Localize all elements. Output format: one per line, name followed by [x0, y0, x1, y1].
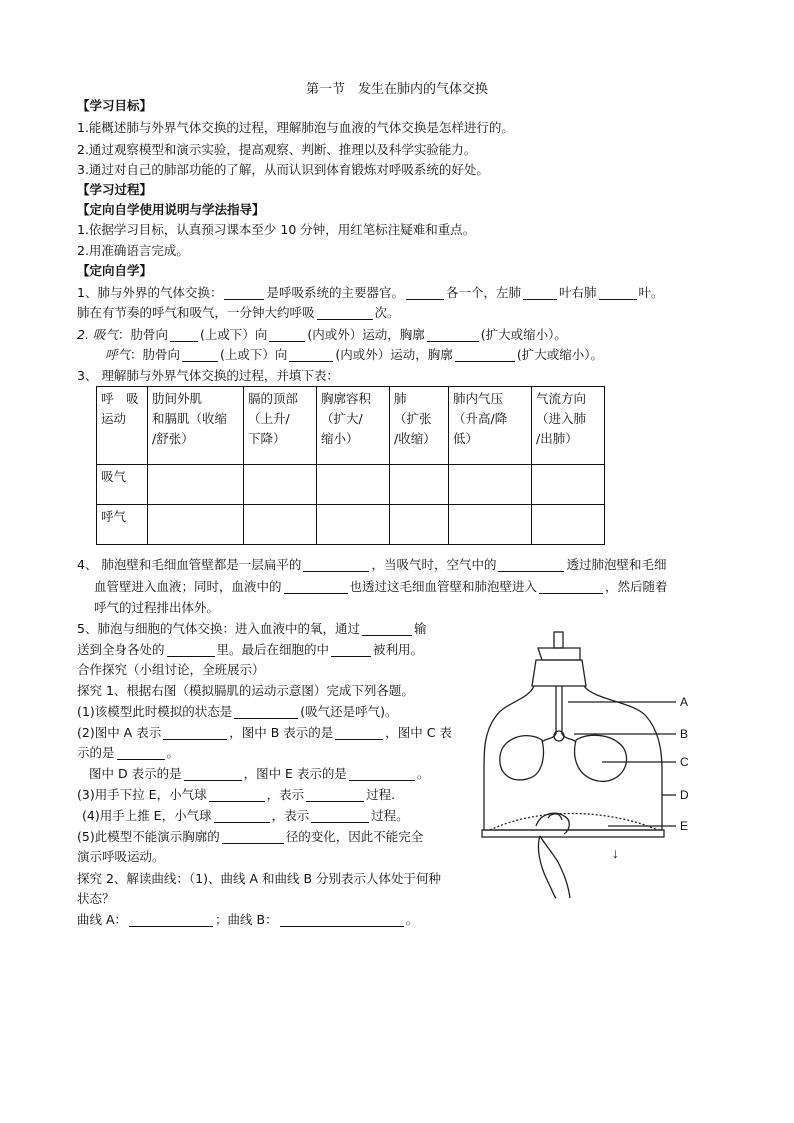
blank[interactable] [280, 912, 404, 927]
table-header-row [97, 387, 605, 465]
blank[interactable] [117, 745, 165, 760]
blank[interactable] [269, 327, 305, 342]
explore-1-item-2c: 图中 D 表示的是 ，图中 E 表示的是 。 [89, 766, 430, 781]
goal-item-1: 1.能概述肺与外界气体交换的过程，理解肺泡与血液的气体交换是怎样进行的。 [77, 120, 514, 135]
stopper-top [538, 648, 580, 660]
q5-line-2: 送到全身各处的 里。最后在细胞的中 被利用。 [77, 642, 424, 657]
blank[interactable] [209, 787, 265, 802]
blank[interactable] [167, 642, 215, 657]
breathing-table [96, 386, 605, 545]
page-title: 第一节 发生在肺内的气体交换 [305, 82, 488, 97]
explore-1-item-5: (5)此模型不能演示胸廓的 径的变化，因此不能完全 [77, 829, 424, 844]
label-b: B [680, 727, 689, 741]
blank[interactable] [234, 704, 298, 719]
table-row [97, 465, 605, 505]
hand-fingers [536, 813, 569, 834]
explore-1-item-5b: 演示呼吸运动。 [77, 849, 165, 864]
blank[interactable] [306, 787, 364, 802]
explore-1-prompt: 探究 1、根据右图（模拟膈肌的运动示意图）完成下列各题。 [77, 683, 414, 698]
blank[interactable] [284, 579, 348, 594]
label-c: C [680, 755, 689, 769]
tube-top [554, 632, 563, 648]
label-e: E [680, 819, 689, 833]
blank[interactable] [539, 579, 603, 594]
label-a: A [680, 695, 689, 709]
blank[interactable] [163, 725, 227, 740]
explore-1-item-1: (1)该模型此时模拟的状态是 (吸气还是呼气)。 [77, 704, 398, 719]
guide-item-1: 1.依据学习目标，认真预习课本至少 10 分钟，用红笔标注疑难和重点。 [77, 222, 476, 237]
table-header-cell: 膈的顶部 （上升/ 下降） [244, 387, 317, 465]
blank[interactable] [455, 347, 515, 362]
answer-cell[interactable] [390, 505, 449, 545]
guide-item-2: 2.用准确语言完成。 [77, 243, 189, 258]
q4-line-2: 血管壁进入血液；同时，血液中的 也透过这毛细血管壁和肺泡壁进入 ，然后随着 [94, 579, 668, 594]
explore-1-item-4: (4)用手上推 E，小气球 ，表示 过程。 [82, 808, 409, 823]
blank[interactable] [331, 642, 371, 657]
process-header: 【学习过程】 [77, 182, 153, 197]
q1-line-1: 1、肺与外界的气体交换： 是呼吸系统的主要器官。 各一个，左肺 叶右肺 叶。 [77, 285, 664, 300]
explore-1-item-2: (2)图中 A 表示 ，图中 B 表示的是 ，图中 C 表 [77, 725, 452, 740]
curve-answers: 曲线 A： ；曲线 B： 。 [77, 912, 419, 927]
q2-inhale: 2. 吸气：肋骨向 (上或下）向 (内或外）运动，胸廓 (扩大或缩小）。 [77, 327, 567, 342]
answer-cell[interactable] [244, 505, 317, 545]
blank[interactable] [599, 285, 637, 300]
right-balloon [575, 735, 627, 781]
stopper-body [532, 660, 586, 686]
jar-outline [484, 686, 662, 830]
blank[interactable] [317, 305, 373, 320]
row-label: 呼气 [97, 505, 148, 545]
explore-2-prompt-b: 状态？ [77, 891, 115, 906]
down-arrow-icon: ↓ [612, 845, 619, 861]
answer-cell[interactable] [532, 465, 605, 505]
self-study-header: 【定向自学】 [77, 263, 153, 278]
answer-cell[interactable] [148, 505, 244, 545]
table-header-cell: 气流方向 （进入肺 /出肺） [532, 387, 605, 465]
answer-cell[interactable] [449, 505, 532, 545]
table-header-cell: 肺 （扩张 /收缩） [390, 387, 449, 465]
table-header-cell: 肋间外肌 和膈肌（收缩 /舒张） [148, 387, 244, 465]
blank[interactable] [498, 557, 564, 572]
q5-line-1: 5、肺泡与细胞的气体交换：进入血液中的氧，通过 输 [77, 621, 427, 636]
blank[interactable] [184, 766, 242, 781]
blank[interactable] [303, 557, 369, 572]
answer-cell[interactable] [244, 465, 317, 505]
guide-header: 【定向自学使用说明与学法指导】 [77, 202, 265, 217]
q4-line-1: 4、 肺泡壁和毛细血管壁都是一层扁平的 ，当吸气时，空气中的 透过肺泡壁和毛细 [77, 557, 667, 572]
goal-item-2: 2.通过观察模型和演示实验，提高观察、判断、推理以及科学实验能力。 [77, 142, 477, 157]
answer-cell[interactable] [148, 465, 244, 505]
table-row [97, 505, 605, 545]
explore-1-item-2b: 示的是 。 [77, 745, 180, 760]
blank[interactable] [129, 912, 213, 927]
blank[interactable] [311, 808, 369, 823]
q1-line-2: 肺在有节奏的呼气和吸气，一分钟大约呼吸 次。 [77, 305, 400, 320]
explore-2-prompt: 探究 2、解读曲线：（1)、曲线 A 和曲线 B 分别表示人体处于何种 [77, 871, 442, 886]
label-d: D [680, 788, 689, 802]
jar-base [482, 830, 664, 837]
explore-1-item-3: (3)用手下拉 E，小气球 ，表示 过程. [77, 787, 396, 802]
blank[interactable] [349, 766, 415, 781]
answer-cell[interactable] [390, 465, 449, 505]
blank[interactable] [182, 347, 218, 362]
blank[interactable] [406, 285, 444, 300]
blank[interactable] [427, 327, 479, 342]
blank[interactable] [214, 808, 270, 823]
goals-header: 【学习目标】 [77, 98, 153, 113]
row-label: 吸气 [97, 465, 148, 505]
blank[interactable] [222, 829, 284, 844]
left-balloon [500, 736, 544, 780]
answer-cell[interactable] [449, 465, 532, 505]
coop-header: 合作探究（小组讨论，全班展示） [77, 662, 265, 677]
bell-jar-diagram [476, 630, 706, 900]
answer-cell[interactable] [317, 505, 390, 545]
blank[interactable] [335, 725, 383, 740]
rubber-membrane [490, 814, 658, 831]
q4-line-3: 呼气的过程排出体外。 [94, 600, 220, 615]
table-header-cell: 呼 吸 运动 [97, 387, 148, 465]
table-header-cell: 胸廓容积 （扩大/ 缩小） [317, 387, 390, 465]
q2-exhale: 呼气：肋骨向 (上或下）向 (内或外）运动，胸廓 (扩大或缩小）。 [105, 347, 603, 362]
blank[interactable] [523, 285, 557, 300]
answer-cell[interactable] [317, 465, 390, 505]
blank[interactable] [170, 327, 198, 342]
hand-wrist-left [538, 836, 556, 898]
answer-cell[interactable] [532, 505, 605, 545]
blank[interactable] [362, 621, 412, 636]
goal-item-3: 3.通过对自己的肺部功能的了解，从而认识到体育锻炼对呼吸系统的好处。 [77, 162, 489, 177]
blank[interactable] [224, 285, 264, 300]
q3-prompt: 3、 理解肺与外界气体交换的过程，并填下表： [77, 368, 339, 383]
hand-wrist-right [540, 836, 570, 898]
blank[interactable] [289, 347, 333, 362]
table-header-cell: 肺内气压 （升高/降 低） [449, 387, 532, 465]
